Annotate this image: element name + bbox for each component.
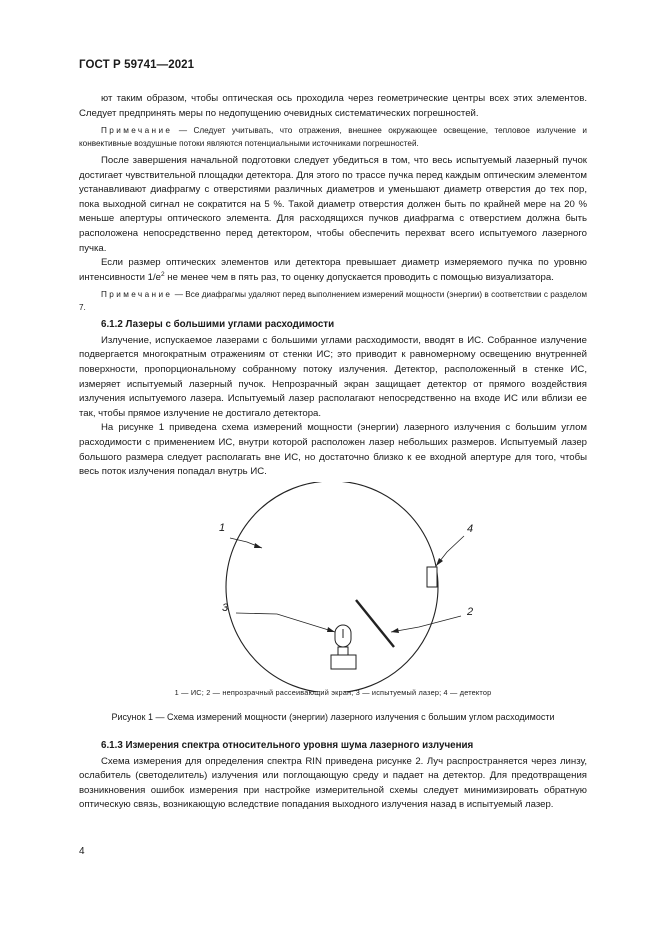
text-block-top <box>79 92 587 480</box>
figure-caption: Рисунок 1 — Схема измерений мощности (энергии) лазерного излучения с большим углом расходимости <box>111 712 555 722</box>
arrow-4 <box>436 558 443 566</box>
paragraph <box>79 256 587 285</box>
note-label: Примечание <box>101 126 173 136</box>
document-header: ГОСТ Р 59741—2021 <box>79 59 195 71</box>
paragraph: На рисунке 1 приведена схема измерений мощности (энергии) лазерного излучения с большим углом расходимости с применением ИС, внутри которой расположен лазер небольших размеров. Испытуемый лазер большого размера следует располагать вне ИС, но достаточно близко к ее входной апертуре для того, чтобы весь поток излучения попадал внутрь ИС. <box>79 422 587 478</box>
section-heading: 6.1.3 Измерения спектра относительного уровня шума лазерного излучения <box>101 740 474 751</box>
laser-base <box>331 655 356 669</box>
figure-label-2: 2 <box>467 606 474 618</box>
text-block-bottom <box>79 735 587 813</box>
section-heading: 6.1.2 Лазеры с большими углами расходимости <box>101 319 335 331</box>
figure-drawing <box>79 482 587 692</box>
note-text: — Все диафрагмы удаляют перед выполнением измерений мощности (энергии) в соответствии с разделом 7. <box>79 290 587 312</box>
figure-legend: 1 — ИС; 2 — непрозрачный рассеивающий экран; 3 — испытуемый лазер; 4 — детектор <box>174 688 492 697</box>
arrow-2 <box>391 628 399 633</box>
superscript: 2 <box>161 270 165 278</box>
screen-line <box>356 600 394 647</box>
laser-stem <box>338 647 348 655</box>
paragraph: Схема измерения для определения спектра RIN приведена рисунке 2. Луч распространяется через линзу, ослабитель (светоделитель) излучения или поглощающую среду и падает на детектор. Для предотвращения возникновения ошибок измерения при настройке измерительной схемы следует минимизировать обратную оптическую связь, возникающую вследствие попадания выходного излучения назад в испытуемый лазер. <box>79 755 587 811</box>
note-label: Примечание <box>101 290 173 300</box>
note <box>79 125 587 150</box>
note <box>79 289 587 314</box>
paragraph: После завершения начальной подготовки следует убедиться в том, что весь испытуемый лазерный пучок достигает чувствительной площадки детектора. Для этого по трассе пучка перед каждым оптическим элементом устанавливают диафрагму с отверстиями различных диаметров и уменьшают диаметр отверстия до тех пор, пока выходной сигнал не сократится на 5 %. Такой диаметр отверстия должен быть по крайней мере на 20 % меньше апертуры оптического элемента. Для расходящихся пучков диафрагма с отверстием должна быть расположена непосредственно перед детектором, чтобы обеспечить перехват всего испытуемого лазерного пучка. <box>79 155 587 254</box>
paragraph: Излучение, испускаемое лазерами с большими углами расходимости, вводят в ИС. Собранное излучение подвергается многократным отражениям от стенки ИС; это приводит к равномерному освещению внутренней поверхности, пропорциональному собранному потоку излучения. Детектор, расположенный в стенке ИС, измеряет испытуемый лазерный пучок. Непрозрачный экран защищает детектор от прямого воздействия излучения испытуемого лазера. Испытуемый лазер располагают непосредственно на входе ИС или вблизи ее так, чтобы прямое излучение не достигало детектора. <box>79 334 587 419</box>
figure-integrating-sphere <box>79 482 587 692</box>
figure-label-1: 1 <box>219 522 226 534</box>
paragraph-part: не менее чем в пять раз, то оценку допускается проводить с помощью визуализатора. <box>164 271 554 283</box>
arrow-3 <box>327 627 335 632</box>
arrow-1 <box>254 543 262 548</box>
page-number: 4 <box>79 846 85 857</box>
paragraph-part: Если размер оптических элементов или детектора превышает диаметр измеряемого пучка по уровню интенсивности 1/e <box>79 257 587 283</box>
paragraph: ют таким образом, чтобы оптическая ось проходила через геометрические центры всех этих элементов. Следует предпринять меры по недопущению очевидных систематических погрешностей. <box>79 93 587 119</box>
leader-2 <box>391 616 461 632</box>
figure-label-4: 4 <box>467 523 474 535</box>
leader-3 <box>236 613 335 632</box>
detector-box <box>427 567 437 587</box>
figure-label-3: 3 <box>222 602 229 614</box>
note-text: — Следует учитывать, что отражения, внешнее окружающее освещение, тепловое излучение и конвективные воздушные потоки являются потенциальными источниками погрешностей. <box>79 126 587 148</box>
